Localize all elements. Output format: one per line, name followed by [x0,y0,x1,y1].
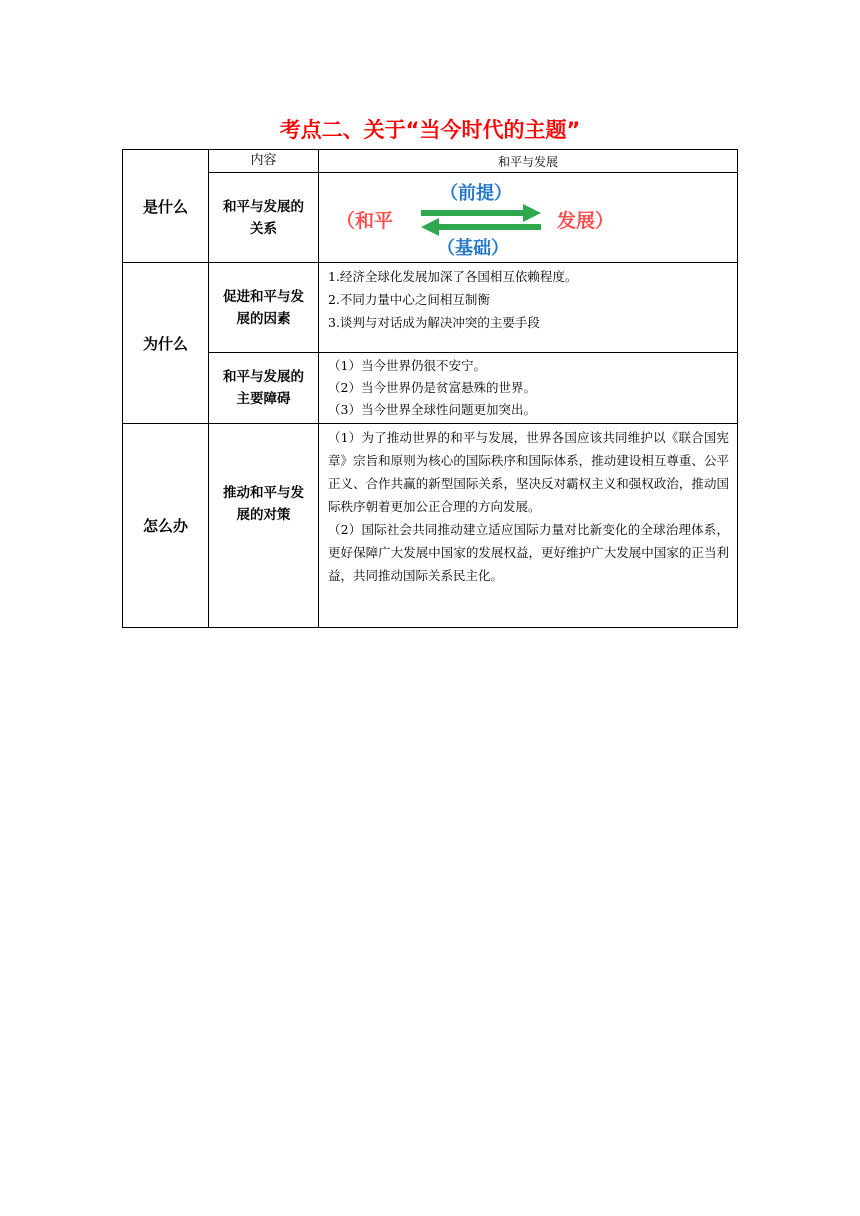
row-label-how: 怎么办 [123,424,209,628]
summary-table [122,149,738,628]
list-item: （3）当今世界全球性问题更加突出。 [328,402,536,417]
double-arrow-icon [419,202,543,238]
header-topic: 和平与发展 [319,150,738,173]
how-row [123,424,738,628]
factors-list [319,263,738,353]
relation-diagram [319,173,738,263]
factors-sub-label: 促进和平与发展的因素 [209,263,319,353]
diagram-premise: （前提） [440,182,512,204]
list-item: 3.谈判与对话成为解决冲突的主要手段 [328,315,540,330]
diagram-foundation: （基础） [437,237,509,259]
diagram-peace: （和平 [336,209,394,232]
what-sub-label: 和平与发展的关系 [209,173,319,263]
header-row [123,150,738,173]
list-item: （2）国际社会共同推动建立适应国际力量对比新变化的全球治理体系，更好保障广大发展中国家的发展权益，更好维护广大发展中国家的正当利益，共同推动国际关系民主化。 [328,522,729,583]
row-label-what: 是什么 [123,150,209,263]
why-factors-row [123,263,738,353]
how-sub-label: 推动和平与发展的对策 [209,424,319,628]
row-label-why: 为什么 [123,263,209,424]
measures-list [319,424,738,628]
list-item: （2）当今世界仍是贫富悬殊的世界。 [328,380,536,395]
header-content: 内容 [209,150,319,173]
diagram-development: 发展） [557,209,615,232]
what-row [123,173,738,263]
list-item: 2.不同力量中心之间相互制衡 [328,292,490,307]
obstacles-sub-label: 和平与发展的主要障碍 [209,353,319,424]
list-item: 1.经济全球化发展加深了各国相互依赖程度。 [328,269,578,284]
obstacles-list [319,353,738,424]
page-title: 考点二、关于“当今时代的主题” [279,118,581,142]
list-item: （1）当今世界仍很不安宁。 [328,358,486,373]
why-obstacles-row [123,353,738,424]
list-item: （1）为了推动世界的和平与发展，世界各国应该共同维护以《联合国宪章》宗旨和原则为核心的国际秩序和国际体系，推动建设相互尊重、公平正义、合作共赢的新型国际关系，坚决反对霸权主义和强权政治，推动国际秩序朝着更加公正合理的方向发展。 [328,430,729,514]
